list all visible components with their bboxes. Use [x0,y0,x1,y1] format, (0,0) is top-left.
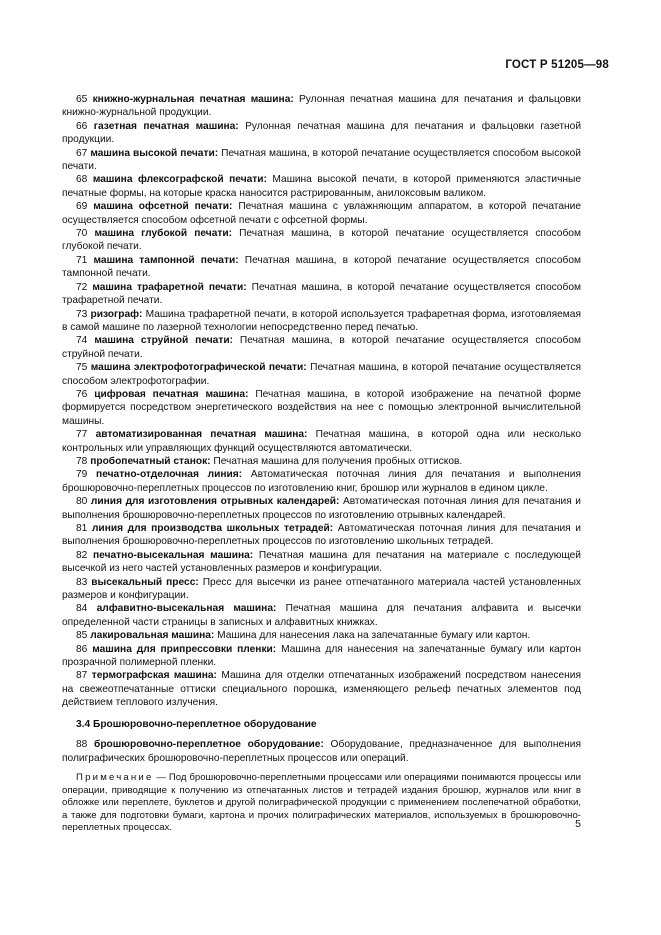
term-definition: Автоматическая поточная линия для печатания и выполнения брошюровочно-переплетных процессов по изготовлению школьных тетрадей. [62,523,581,548]
term-entry [62,147,581,174]
term-entry [62,549,581,576]
term-definition: Печатная машина для печатания алфавита и высечки определенной части страницы в записных и алфавитных книжках. [62,603,582,628]
term-entry [62,227,581,254]
term-definition: Машина для отделки отпечатанных изображений посредством нанесения на свежеотпечатанные оттиски специального порошка, изменяющего рельеф печатных элементов под действием теплового излучения. [62,670,581,709]
term-entry [62,495,581,522]
term-entry [62,455,581,468]
term-definition: Печатная машина для печатания на материале с последующей высечкой из него частей установленных размеров и конфигурации. [62,549,581,575]
note-label: Примечание [76,771,154,783]
term-name: лакировальная машина: [90,630,215,642]
page-number: 5 [575,818,581,830]
term-definition: Печатная машина, в которой печатание осуществляется способом глубокой печати. [62,228,581,253]
term-number: 79 [76,469,88,481]
term-number: 65 [76,94,88,105]
term-name: машина высокой печати: [90,147,219,159]
term-name: автоматизированная печатная машина: [95,429,308,441]
term-name: печатно-отделочная линия: [96,469,243,481]
term-number: 68 [76,174,88,186]
term-entry [62,522,581,549]
term-entry [62,643,581,670]
terms-list [62,93,581,710]
term-definition: Оборудование, предназначенное для выполнения полиграфических брошюровочно-переплетных процессов или операций. [62,739,581,764]
term-entry [62,93,581,120]
term-name: ризограф: [90,308,143,320]
term-number: 82 [76,549,88,561]
term-entry [62,576,581,603]
term-definition: Машина трафаретной печати, в которой используется трафаретная форма, изготовляемая в самой машине по лазерной технологии непосредственно перед печатью. [62,308,581,333]
term-number: 83 [76,576,88,588]
term-number: 85 [76,630,88,642]
term-definition: Печатная машина, в которой одна или несколько контрольных или управляющих функций осуществляются автоматически. [62,429,581,454]
term-number: 71 [76,254,88,266]
term-entry [62,361,581,388]
term-number: 77 [76,429,88,441]
term-name: машина флексографской печати: [92,174,267,186]
term-name: книжно-журнальная печатная машина: [92,94,294,105]
term-name: машина трафаретной печати: [92,281,247,293]
term-number: 88 [76,739,88,751]
term-definition: Печатная машина, в которой печатание осуществляется способом струйной печати. [62,335,581,360]
term-name: цифровая печатная машина: [94,388,249,400]
term-number: 80 [76,496,88,508]
term-number: 70 [76,228,88,240]
document-body [62,93,581,835]
term-entry [62,254,581,281]
term-name: пробопечатный станок: [90,455,211,467]
term-definition: Машина для нанесения лака на запечатанные бумагу или картон. [214,630,531,642]
term-name: термографская машина: [91,670,217,682]
term-definition: Печатная машина, в которой печатание осуществляется способом электрофотографии. [62,362,581,387]
note-paragraph [62,772,581,835]
term-number: 69 [76,201,88,213]
term-definition: Печатная машина, в которой печатание осуществляется способом высокой печати. [62,147,581,173]
term-definition: Машина для нанесения на запечатанные бумагу или картон прозрачной полимерной пленки. [62,643,581,669]
term-number: 84 [76,603,88,615]
term-number: 75 [76,362,88,374]
term-number: 76 [76,388,88,400]
term-entry [62,388,581,428]
term-entry [62,120,581,147]
term-definition: Печатная машина, в которой печатание осуществляется способом трафаретной печати. [62,281,581,307]
term-definition: Печатная машина, в которой печатание осуществляется способом тампонной печати. [62,254,581,280]
terms-list-section-3-4 [62,738,581,765]
term-entry [62,308,581,335]
term-number: 87 [76,670,88,682]
term-entry [62,200,581,227]
term-number: 74 [76,335,88,347]
term-entry [62,629,581,642]
term-name: машина офсетной печати: [93,201,233,213]
term-name: брошюровочно-переплетное оборудование: [94,739,324,751]
term-number: 67 [76,147,88,159]
term-definition: Автоматическая поточная линия для печатания и выполнения брошюровочно-переплетных процессов по изготовлению отрывных календарей. [62,496,581,521]
term-entry [62,281,581,308]
term-name: газетная печатная машина: [93,120,239,132]
term-name: линия для производства школьных тетрадей: [91,523,334,534]
term-entry [62,428,581,455]
term-definition: Печатная машина для получения пробных оттисков. [210,455,463,467]
term-definition: Рулонная печатная машина для печатания и фальцовки книжно-журнальной продукции. [62,94,581,119]
section-heading: 3.4 Брошюровочно-переплетное оборудование [76,718,317,730]
term-entry [62,738,581,765]
term-definition: Пресс для высечки из ранее отпечатанного материала частей установленных размеров и конфигурации. [62,576,581,602]
term-entry [62,173,581,200]
term-number: 66 [76,120,88,132]
term-definition: Машина высокой печати, в которой применяются эластичные печатные формы, на которые краска наносится растрированным, анилоксовым валиком. [62,174,581,199]
term-name: высекальный пресс: [91,576,199,588]
term-name: машина глубокой печати: [94,228,233,240]
standard-number: ГОСТ Р 51205—98 [505,59,609,71]
term-name: машина тампонной печати: [93,254,239,266]
term-definition: Печатная машина, в которой изображение на печатной форме формируется посредством энергетического воздействия на нее с помощью электронной вычислительной машины. [62,388,581,427]
term-entry [62,468,581,495]
term-name: печатно-высекальная машина: [93,549,254,561]
term-number: 72 [76,281,88,293]
note-dash: — [153,771,169,783]
term-name: машина для припрессовки пленки: [92,643,277,655]
term-entry [62,602,581,629]
note-text: Под брошюровочно-переплетными процессами или операциями понимаются процессы или операции, приводящие к получению из отпечатанных листов и тетрадей издания брошюр, журналов или книг в обложке или переплете, буклетов и другой полиграфической продукции с применением послепечатной обработки, а также для подготовки бумаги, картона и прочих полиграфических материалов, используемых в брошюровочно-переплетных процессах. [62,771,581,834]
term-name: машина электрофотографической печати: [90,362,307,374]
term-number: 81 [76,523,88,534]
term-definition: Печатная машина с увлажняющим аппаратом, в которой печатание осуществляется способом офсетной печати с офсетной формы. [62,201,581,226]
term-number: 86 [76,643,88,655]
term-entry [62,334,581,361]
term-number: 78 [76,455,88,467]
term-name: машина струйной печати: [94,335,233,347]
term-name: линия для изготовления отрывных календарей: [90,496,340,508]
term-name: алфавитно-высекальная машина: [96,603,277,615]
term-entry [62,669,581,709]
term-number: 73 [76,308,88,320]
term-definition: Рулонная печатная машина для печатания и фальцовки газетной продукции. [62,120,582,146]
term-definition: Автоматическая поточная линия для печатания и выполнения брошюровочно-переплетных процессов по изготовлению книг, брошюр или журналов в едином цикле. [62,469,581,494]
